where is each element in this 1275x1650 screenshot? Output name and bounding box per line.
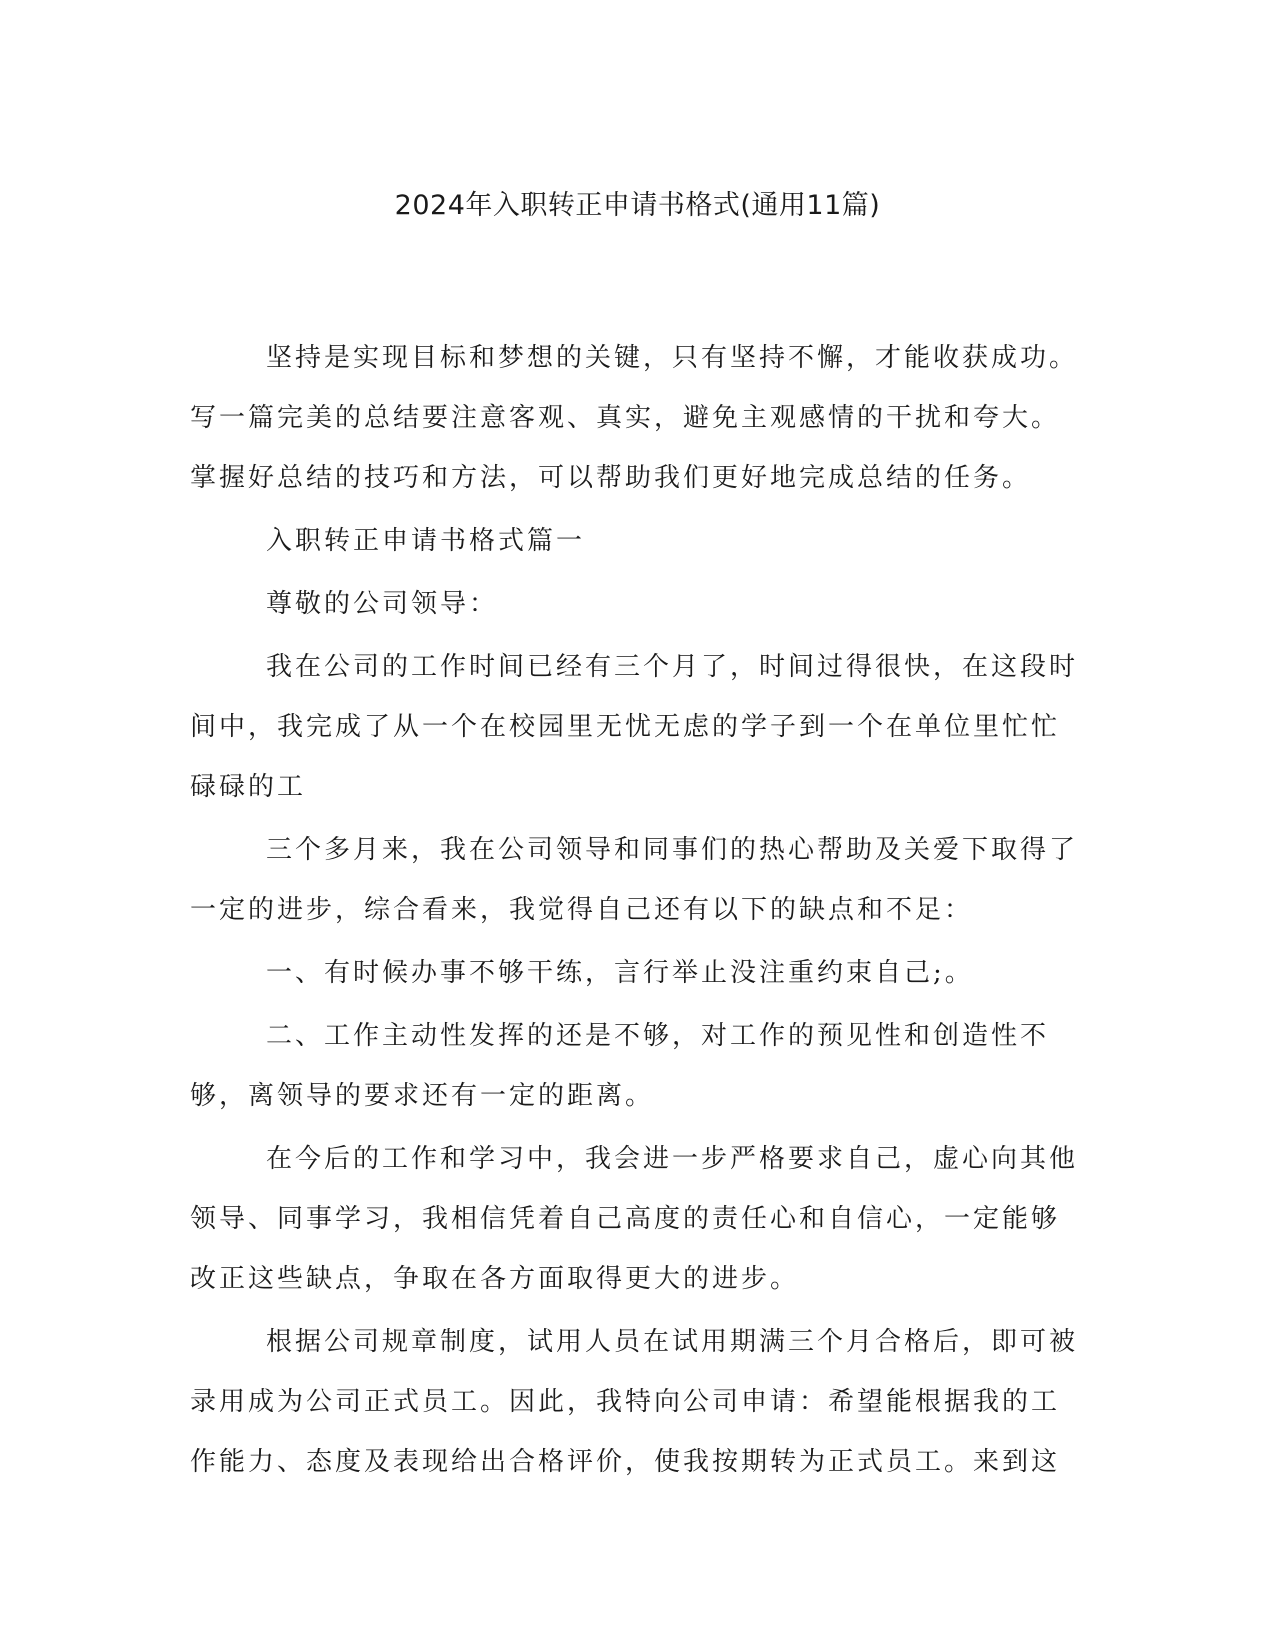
intro-paragraph: 坚持是实现目标和梦想的关键，只有坚持不懈，才能收获成功。写一篇完美的总结要注意客观、真实，避免主观感情的干扰和夸大。掌握好总结的技巧和方法，可以帮助我们更好地完成总结的任务。 <box>190 343 1079 493</box>
body-paragraph: 我在公司的工作时间已经有三个月了，时间过得很快，在这段时间中，我完成了从一个在校园里无忧无虑的学子到一个在单位里忙忙碌碌的工 <box>190 652 1079 802</box>
body-paragraph: 在今后的工作和学习中，我会进一步严格要求自己，虚心向其他领导、同事学习，我相信凭着自己高度的责任心和自信心，一定能够改正这些缺点，争取在各方面取得更大的进步。 <box>190 1144 1079 1294</box>
list-item: 二、工作主动性发挥的还是不够，对工作的预见性和创造性不够，离领导的要求还有一定的距离。 <box>190 1021 1050 1111</box>
document-body <box>190 328 1085 1495</box>
list-item: 一、有时候办事不够干练，言行举止没注重约束自己;。 <box>266 958 974 988</box>
section-heading: 入职转正申请书格式篇一 <box>266 526 586 556</box>
document-title: 2024年入职转正申请书格式(通用11篇) <box>394 190 881 221</box>
body-paragraph: 三个多月来，我在公司领导和同事们的热心帮助及关爱下取得了一定的进步，综合看来，我觉得自己还有以下的缺点和不足： <box>190 835 1079 925</box>
body-paragraph: 根据公司规章制度，试用人员在试用期满三个月合格后，即可被录用成为公司正式员工。因此，我特向公司申请：希望能根据我的工作能力、态度及表现给出合格评价，使我按期转为正式员工。来到这 <box>190 1327 1079 1477</box>
salutation: 尊敬的公司领导： <box>266 589 499 619</box>
